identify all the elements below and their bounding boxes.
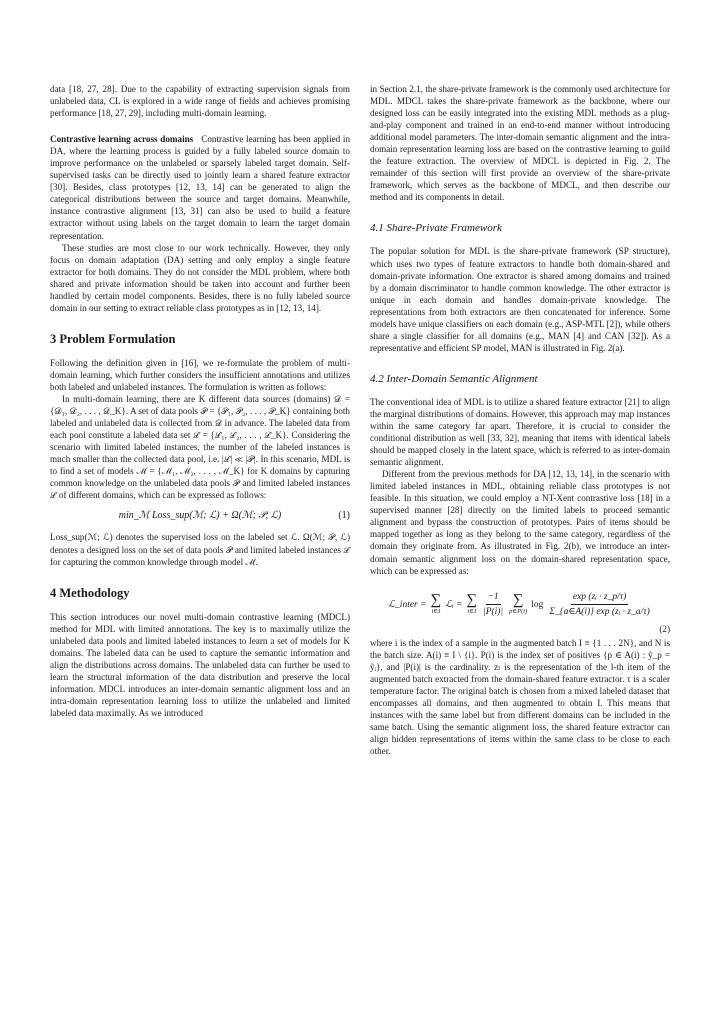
paragraph (50, 133, 350, 241)
subsection-title: 4.2 Inter-Domain Semantic Alignment (370, 372, 538, 385)
section-title: 3 Problem Formulation (50, 331, 176, 346)
paragraph: Following the definition given in [16], we re-formulate the problem of multi-domain learning, which further considers the insufficient annotations and utilizes both labeled and unlabeled instances. The formulation is written as follows: (50, 357, 350, 392)
sum-symbol: ∑ p∈P(i) (509, 591, 528, 615)
equation-number: (1) (338, 510, 350, 522)
paragraph-heading: Contrastive learning across domains (50, 134, 194, 145)
paragraph: This section introduces our novel multi-domain contrastive learning (MDCL) method for MDL with limited annotations. The key is to maximally utilize the unlabeled data pools and limited labeled instances to learn a set of models for K domains. The labeled data can be used to capture the semantic information and align the distributions across domains. The unlabeled data can further be used to learn the structural information of the data distribution and preserve the local information. MDCL introduces an inter-domain semantic alignment loss and an intra-domain representation learning loss to utilize the unlabeled and limited labeled data maximally. As we introduced (50, 611, 350, 718)
sum-symbol: ∑ i∈I (430, 591, 442, 615)
equation-term: ℒᵢ = (445, 599, 463, 610)
left-column (50, 83, 350, 719)
subsection-title: 4.1 Share-Private Framework (370, 222, 502, 235)
equation-1 (50, 510, 350, 522)
fraction: $\frac{-1}{|P(i)|}$ (483, 592, 504, 618)
equation-lhs: ℒ_inter = (388, 599, 427, 610)
section-title: 4 Methodology (50, 585, 130, 600)
equation-body: min_ℳ Loss_sup(ℳ; ℒ) + Ω(ℳ; 𝒫, ℒ) (118, 510, 282, 522)
right-column (370, 83, 670, 757)
paragraph: in Section 2.1, the share-private framework is the commonly used architecture for MDL. MDCL takes the share-private framework as the backbone, where our designed loss can be easily integrated into the existing MDL methods as a plug-and-play component and trained in an end-to-end manner without introducing additional model parameters. The inter-domain semantic alignment and the intra-domain representation learning loss are based on the contrastive learning to guild the feature extraction. The overview of MDCL is depicted in Fig. 2. The remainder of this section will first provide an overview of the share-private framework, which serves as the backbone of MDCL, and then describe our method and its components in detail. (370, 84, 670, 203)
paragraph-text: Contrastive learning has been applied in DA, where the learning process is guided by a fully labeled source domain to improve performance on the unlabeled or sparsely labeled target domain. Self-supervised tasks can be directly used to jointly learn a shared feature extractor [30]. Besides, class prototypes [12, 13, 14] can be generated to align the categorical distributions between the source and target domains. Meanwhile, instance contrastive alignment [13, 31] can also be used to build a feature extractor without using labels on the target domain to learn the target domain representation. (50, 134, 351, 241)
paragraph: The conventional idea of MDL is to utilize a shared feature extractor [21] to align the marginal distributions of domains. However, this approach may map instances within the same category far apart. Therefore, it is crucial to consider the conditional distribution as well [33, 32], meaning that items with identical labels should be mapped closely in the latent space, which is referred to as inter-domain semantic alignment. (370, 396, 670, 468)
equation-2 (370, 587, 670, 623)
equation-number: (2) (659, 623, 670, 634)
paragraph: The popular solution for MDL is the share-private framework (SP structure), which uses two types of feature extractors to handle both domain-shared and domain-private information. One extractor is shared among domains and trained by a domain discriminator to handle common knowledge. The other extractor is unique in each domain and handles domain-private knowledge. The representations from both extractors are then concatenated for inference. Some models have unique classifiers on each domain (e.g., ASP-MTL [2]), while others share a single classifier for all domains (e.g., MAN [4] and CAN [32]). As a representative and efficient SP model, MAN is illustrated in Fig. 2(a). (370, 246, 670, 353)
paragraph: These studies are most close to our work technically. However, they only focus on domain adaptation (DA) setting and only employ a single feature extractor for both domains. They do not consider the MDL problem, where both shared and private information should be taken into account and further been handled by certain model components. Besides, there is no fully labeled source domain in our setting to extract reliable class prototypes as in [12, 13, 14]. (50, 242, 350, 313)
fraction: $\frac{\text{exp (zᵢ · z\_p/τ)}}{\text{Σ\_\{a∈A(i)\} exp (zᵢ · z\_a/τ)}}$ (549, 592, 650, 618)
paragraph: In multi-domain learning, there are K different data sources (domains) 𝒟 = {𝒟₁, 𝒟₂, . . . , 𝒟_K}. A set of data pools 𝒫 = {𝒫₁, 𝒫₂, . . . , 𝒫_K} containing both labeled and unlabeled data is collected from 𝒟 in advance. The labeled data from each pool constitute a labeled data set ℒ = {ℒ₁, ℒ₂, . . . , ℒ_K}. Considering the scenario with limited labeled instances, the number of the labeled instances is much smaller than the collected data pool, i.e. |ℒ| ≪ |𝒫|. In this scenario, MDL is to find a set of models ℳ = {ℳ₁, ℳ₂, . . . , ℳ_K} for K domains by capturing common knowledge on the unlabeled data pools 𝒫 and limited labeled instances ℒ of different domains, which can be expressed as follows: (50, 393, 350, 501)
paragraph: Loss_sup(ℳ; ℒ) denotes the supervised loss on the labeled set ℒ. Ω(ℳ; 𝒫, ℒ) denotes a designed loss on the set of data pools 𝒫 and limited labeled instances ℒ for capturing the common knowledge through model ℳ. (50, 532, 350, 567)
log-operator: log (531, 599, 544, 610)
paragraph: where i is the index of a sample in the augmented batch I ≡ {1 . . . 2N}, and N is the batch size. A(i) ≡ I \ {i}. P(i) is the index set of positives {p ∈ A(i) : ỹ_p = ỹᵢ}, and |P(i)| is the cardinality. zₗ is the representation of the l-th item of the augmented batch extracted from the domain-shared feature extractor. τ is a scaler temperature factor. The original batch is chosen from a mixed labeled dataset that encompasses all domains, and then augmented to obtain I. This means that instances with the same label but from different domains can be included in the same batch. Using the semantic alignment loss, the shared feature extractor can align hidden representations of items within the same class to be close to each other. (370, 637, 670, 757)
sum-symbol: ∑ i∈I (466, 591, 478, 615)
paragraph: data [18, 27, 28]. Due to the capability of extracting supervision signals from unlabeled data, CL is explored in a wide range of fields and achieves promising performance [18, 27, 29], including multi-domain learning. (50, 84, 350, 119)
paragraph: Different from the previous methods for DA [12, 13, 14], in the scenario with limited labeled instances in MDL, obtaining reliable class prototypes is not feasible. In this situation, we could employ a NT-Xent contrastive loss [18] in a supervised manner [28] directly on the limited labels to proceed semantic alignment and bypass the construction of prototypes. Pairs of items should be mapped together as long as they belong to the same category, regardless of the domain they originate from. As illustrated in Fig. 2(b), we introduce an inter-domain semantic alignment loss on the domain-shared representation space, which can be expressed as: (370, 469, 670, 576)
